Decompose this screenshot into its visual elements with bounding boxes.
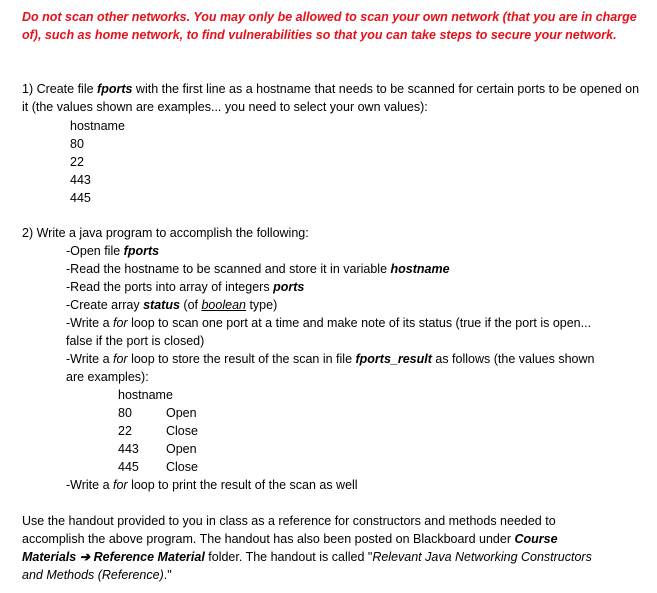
result-state: Open: [166, 442, 197, 456]
step-text: are examples):: [66, 370, 149, 384]
warning-note: Do not scan other networks. You may only be allowed to scan your own network (that you are in charge of), such as home network, to find vulnerabilities so that you can take steps to secure your network.: [22, 10, 637, 42]
step-text: -Create array: [66, 298, 144, 312]
step-open-file: [66, 242, 159, 260]
step-text: as follows (the values shown: [431, 352, 595, 366]
step-print-loop: [66, 476, 358, 494]
course-materials-label: Materials: [22, 550, 80, 564]
result-port: 22: [118, 424, 132, 438]
fports-filename: fports: [97, 82, 133, 96]
for-keyword: for: [113, 316, 128, 330]
handout-title: and Methods (Reference): [22, 568, 164, 582]
boolean-type: boolean: [201, 298, 246, 312]
result-header-hostname: hostname: [118, 388, 173, 402]
reference-material-label: Reference Material: [90, 550, 205, 564]
step-read-ports: [66, 278, 304, 296]
step-text: loop to scan one port at a time and make note of its status (true if the port is open...: [127, 316, 592, 330]
result-state: Open: [166, 406, 197, 420]
for-keyword: for: [113, 352, 128, 366]
step-text: -Write a: [66, 352, 113, 366]
fports-filename: fports: [123, 244, 160, 258]
step-text: -Write a: [66, 478, 113, 492]
fports-line-hostname: hostname: [70, 119, 125, 133]
fports-result-filename: fports_result: [355, 352, 432, 366]
closing-text: accomplish the above program. The handout has also been posted on Blackboard under: [22, 532, 515, 546]
result-state: Close: [166, 424, 198, 438]
section2-intro: 2) Write a java program to accomplish the following:: [22, 226, 309, 240]
result-port: 445: [118, 460, 139, 474]
hostname-variable: hostname: [390, 262, 450, 276]
step-text: type): [245, 298, 278, 312]
step-text: -Read the ports into array of integers: [66, 280, 274, 294]
step-text: -Write a: [66, 316, 113, 330]
section1-intro-text: 1) Create file: [22, 82, 98, 96]
fports-line-port: 443: [70, 173, 91, 187]
ports-variable: ports: [273, 280, 305, 294]
closing-paragraph: [22, 512, 652, 584]
step-text: loop to store the result of the scan in file: [127, 352, 356, 366]
course-materials-label: Course: [514, 532, 558, 546]
step-text: -Read the hostname to be scanned and store it in variable: [66, 262, 391, 276]
closing-text: Use the handout provided to you in class as a reference for constructors and methods needed to: [22, 514, 556, 528]
closing-text: folder. The handout is called ": [204, 550, 373, 564]
result-state: Close: [166, 460, 198, 474]
step-text: loop to print the result of the scan as well: [127, 478, 358, 492]
section1-intro: [22, 80, 647, 116]
step-text: false if the port is closed): [66, 334, 205, 348]
handout-title: Relevant Java Networking Constructors: [372, 550, 592, 564]
step-text: (of: [179, 298, 202, 312]
for-keyword: for: [113, 478, 128, 492]
status-variable: status: [143, 298, 180, 312]
closing-text: .": [163, 568, 172, 582]
result-port: 443: [118, 442, 139, 456]
step-read-hostname: [66, 260, 450, 278]
step-scan-loop: [66, 314, 651, 350]
step-create-status: [66, 296, 277, 314]
fports-line-port: 80: [70, 137, 84, 151]
arrow-right-icon: ➔: [79, 550, 91, 564]
fports-line-port: 445: [70, 191, 91, 205]
fports-line-port: 22: [70, 155, 84, 169]
step-store-loop: [66, 350, 651, 386]
result-port: 80: [118, 406, 132, 420]
step-text: -Open file: [66, 244, 124, 258]
section1-intro-rest: with the first line as a hostname that needs to be scanned for certain ports to be opened on it (the values shown are examples... you need to select your own values):: [22, 82, 640, 114]
